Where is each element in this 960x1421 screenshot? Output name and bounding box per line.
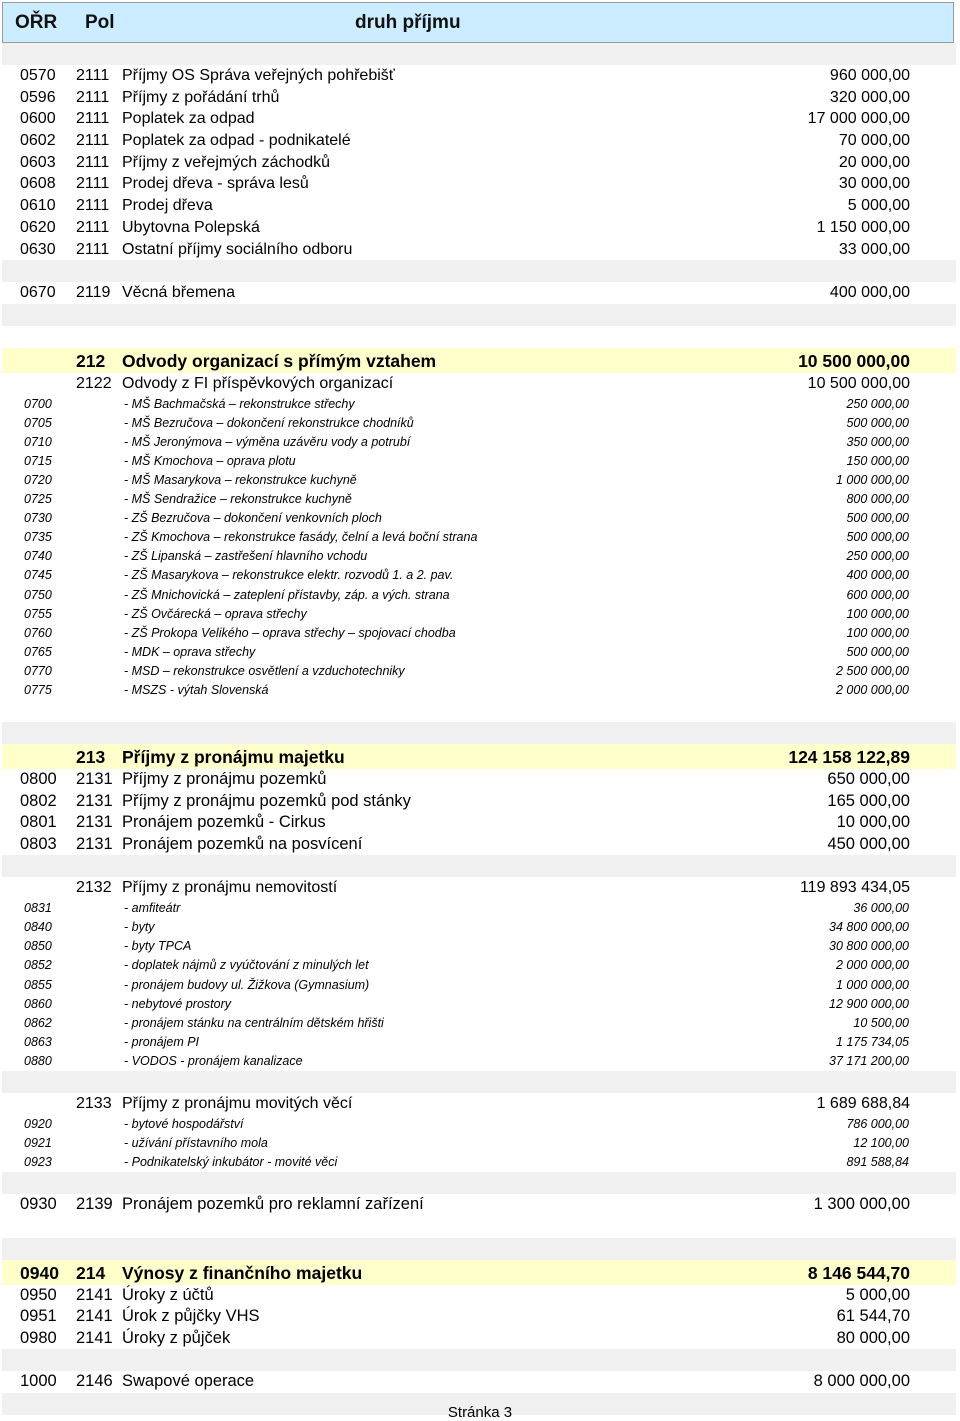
description-cell: Příjmy z pronájmu pozemků pod stánky [122, 791, 411, 810]
description-cell: - ZŠ Mnichovická – zateplení přístavby, záp. a vých. strana [124, 587, 450, 602]
description-cell: - ZŠ Bezručova – dokončení venkovních ploch [124, 511, 382, 526]
pol-cell: 2111 [76, 153, 110, 171]
amount-cell: 1 150 000,00 [816, 218, 910, 236]
orr-cell: 0855 [24, 977, 52, 992]
pol-cell: 2111 [76, 88, 110, 106]
pol-cell: 2131 [76, 791, 113, 810]
table-row [2, 471, 956, 490]
orr-cell: 0725 [24, 492, 52, 507]
pol-cell: 2111 [76, 110, 110, 128]
amount-cell: 10 500 000,00 [798, 350, 910, 371]
table-row [2, 662, 956, 681]
orr-cell: 0831 [24, 901, 52, 916]
amount-cell: 250 000,00 [846, 549, 909, 564]
amount-cell: 165 000,00 [827, 791, 910, 810]
orr-cell: 0801 [20, 813, 57, 832]
amount-cell: 8 000 000,00 [813, 1372, 910, 1391]
separator-row [2, 855, 956, 877]
orr-cell: 0950 [20, 1285, 57, 1304]
description-cell: - bytové hospodářství [124, 1116, 244, 1131]
table-row [2, 195, 956, 217]
description-cell: - MSZS - výtah Slovenská [124, 682, 269, 697]
table-row [2, 877, 956, 899]
description-cell: Příjmy OS Správa veřejných pohřebišť [122, 67, 395, 84]
orr-cell: 0980 [20, 1328, 57, 1347]
description-cell: Výnosy z finančního majetku [122, 1262, 363, 1283]
amount-cell: 20 000,00 [838, 153, 910, 171]
table-row [2, 509, 956, 528]
amount-cell: 400 000,00 [846, 568, 909, 583]
amount-cell: 1 689 688,84 [816, 1094, 910, 1112]
pol-cell: 2111 [76, 67, 110, 84]
amount-cell: 960 000,00 [829, 67, 910, 84]
separator-row [2, 1172, 956, 1194]
amount-cell: 119 893 434,05 [799, 879, 910, 897]
table-row [2, 1371, 956, 1393]
separator-row [2, 43, 956, 65]
table-row [2, 899, 956, 918]
pol-cell: 2111 [76, 240, 110, 258]
orr-cell: 0630 [20, 240, 56, 258]
amount-cell: 5 000,00 [845, 1285, 910, 1304]
pol-cell: 212 [76, 350, 106, 371]
description-cell: Úroky z půjček [122, 1328, 231, 1347]
amount-cell: 500 000,00 [846, 511, 909, 526]
description-cell: - MSD – rekonstrukce osvětlení a vzduchotechniky [124, 663, 405, 678]
orr-cell: 0715 [24, 453, 52, 468]
description-cell: - pronájem PI [124, 1034, 200, 1049]
amount-cell: 30 800 000,00 [829, 939, 909, 954]
description-cell: - MŠ Masarykova – rekonstrukce kuchyně [124, 472, 357, 487]
pol-cell: 2111 [76, 175, 110, 193]
amount-cell: 150 000,00 [846, 453, 909, 468]
description-cell: - ZŠ Prokopa Velikého – oprava střechy – spojovací chodba [124, 625, 456, 640]
section-row [2, 1260, 956, 1285]
table-row [2, 1328, 956, 1350]
orr-cell: 0863 [24, 1034, 52, 1049]
amount-cell: 30 000,00 [838, 175, 910, 193]
pol-cell: 2111 [76, 197, 110, 215]
blank-row [2, 700, 956, 722]
description-cell: - užívání přístavního mola [124, 1135, 268, 1150]
orr-cell: 0800 [20, 770, 57, 789]
orr-cell: 0951 [20, 1307, 57, 1326]
pol-cell: 213 [76, 747, 106, 768]
description-cell: - nebytové prostory [124, 996, 231, 1011]
amount-cell: 2 500 000,00 [836, 663, 909, 678]
orr-cell: 0570 [20, 67, 56, 84]
pol-cell: 2141 [76, 1328, 113, 1347]
amount-cell: 36 000,00 [853, 901, 909, 916]
amount-cell: 800 000,00 [846, 492, 909, 507]
pol-cell: 2133 [76, 1094, 112, 1112]
description-cell: Příjmy z veřejmých záchodků [122, 153, 331, 171]
orr-cell: 0730 [24, 511, 52, 526]
orr-cell: 0760 [24, 625, 52, 640]
table-row [2, 152, 956, 174]
orr-cell: 1000 [20, 1372, 57, 1391]
table-row [2, 490, 956, 509]
blank-row [2, 326, 956, 348]
table-row [2, 282, 956, 304]
orr-cell: 0862 [24, 1015, 52, 1030]
orr-cell: 0765 [24, 644, 52, 659]
description-cell: Příjmy z pronájmu pozemků [122, 770, 327, 789]
description-cell: Věcná břemena [122, 284, 235, 302]
description-cell: - Podnikatelský inkubátor - movité věci [124, 1154, 338, 1169]
table-row [2, 528, 956, 547]
description-cell: Úrok z půjčky VHS [122, 1307, 260, 1326]
description-cell: Odvody organizací s přímým vztahem [122, 350, 437, 371]
table-row [2, 566, 956, 585]
separator-row [2, 1238, 956, 1260]
table-row [2, 1052, 956, 1071]
table-row [2, 108, 956, 130]
pol-cell: 2131 [76, 813, 113, 832]
orr-cell: 0923 [24, 1154, 52, 1169]
description-cell: - ZŠ Ovčárecká – oprava střechy [124, 606, 307, 621]
orr-cell: 0930 [20, 1194, 57, 1213]
orr-cell: 0705 [24, 415, 52, 430]
table-row [2, 681, 956, 700]
description-cell: - pronájem budovy ul. Žižkova (Gymnasium) [124, 977, 370, 992]
description-cell: - MŠ Bezručova – dokončení rekonstrukce chodníků [124, 415, 414, 430]
amount-cell: 61 544,70 [836, 1307, 910, 1326]
table-row [2, 1014, 956, 1033]
description-cell: - MŠ Kmochova – oprava plotu [124, 453, 296, 468]
table-row [2, 791, 956, 813]
orr-cell: 0770 [24, 663, 52, 678]
table-row [2, 1285, 956, 1307]
description-cell: - amfiteátr [124, 901, 181, 916]
table-row [2, 547, 956, 566]
orr-cell: 0852 [24, 958, 52, 973]
description-cell: Swapové operace [122, 1372, 255, 1391]
amount-cell: 33 000,00 [838, 240, 910, 258]
orr-cell: 0596 [20, 88, 56, 106]
description-cell: - byty TPCA [124, 939, 192, 954]
table-row [2, 976, 956, 995]
orr-cell: 0710 [24, 434, 52, 449]
amount-cell: 450 000,00 [827, 834, 910, 853]
table-row [2, 643, 956, 662]
amount-cell: 2 000 000,00 [836, 958, 909, 973]
orr-cell: 0750 [24, 587, 52, 602]
table-row [2, 433, 956, 452]
table-row [2, 65, 956, 87]
amount-cell: 1 000 000,00 [836, 977, 909, 992]
table-row [2, 995, 956, 1014]
orr-cell: 0720 [24, 472, 52, 487]
table-header [2, 2, 954, 43]
description-cell: Příjmy z pronájmu movitých věcí [122, 1094, 353, 1112]
orr-cell: 0860 [24, 996, 52, 1011]
orr-cell: 0803 [20, 834, 57, 853]
description-cell: Příjmy z pronájmu nemovitostí [122, 879, 338, 897]
amount-cell: 34 800 000,00 [829, 920, 909, 935]
amount-cell: 10 000,00 [836, 813, 910, 832]
amount-cell: 500 000,00 [846, 644, 909, 659]
orr-cell: 0840 [24, 920, 52, 935]
amount-cell: 1 175 734,05 [836, 1034, 909, 1049]
description-cell: Pronájem pozemků - Cirkus [122, 813, 326, 832]
description-cell: - byty [124, 920, 155, 935]
description-cell: - MŠ Jeronýmova – výměna uzávěru vody a potrubí [124, 434, 411, 449]
pol-cell: 2131 [76, 770, 113, 789]
table-row [2, 918, 956, 937]
table-row [2, 1033, 956, 1052]
description-cell: - ZŠ Lipanská – zastřešení hlavního vchodu [124, 549, 368, 564]
amount-cell: 1 300 000,00 [813, 1194, 910, 1213]
amount-cell: 786 000,00 [846, 1116, 909, 1131]
amount-cell: 80 000,00 [836, 1328, 910, 1347]
description-cell: Ubytovna Polepská [122, 218, 260, 236]
amount-cell: 500 000,00 [846, 415, 909, 430]
table-row [2, 87, 956, 109]
table-row [2, 1134, 956, 1153]
pol-cell: 2122 [76, 374, 112, 392]
description-cell: - MŠ Bachmačská – rekonstrukce střechy [124, 396, 355, 411]
pol-cell: 2139 [76, 1194, 113, 1213]
orr-cell: 0940 [20, 1262, 59, 1283]
orr-cell: 0670 [20, 284, 56, 302]
pol-cell: 2141 [76, 1285, 113, 1304]
description-cell: Odvody z FI příspěvkových organizací [122, 374, 394, 392]
amount-cell: 100 000,00 [846, 625, 909, 640]
orr-cell: 0755 [24, 606, 52, 621]
table-row [2, 1194, 956, 1216]
orr-cell: 0603 [20, 153, 56, 171]
amount-cell: 10 500,00 [853, 1015, 909, 1030]
pol-cell: 2111 [76, 218, 110, 236]
section-row [2, 348, 956, 373]
orr-cell: 0620 [20, 218, 56, 236]
separator-row [2, 1349, 956, 1371]
description-cell: - doplatek nájmů z vyúčtování z minulých let [124, 958, 369, 973]
amount-cell: 250 000,00 [846, 396, 909, 411]
table-row [2, 956, 956, 975]
page-number: Stránka 3 [447, 1404, 513, 1421]
description-cell: - ZŠ Kmochova – rekonstrukce fasády, čelní a levá boční strana [124, 530, 478, 545]
table-row [2, 812, 956, 834]
amount-cell: 5 000,00 [847, 197, 910, 215]
section-row [2, 744, 956, 769]
amount-cell: 650 000,00 [827, 770, 910, 789]
separator-row [2, 1071, 956, 1093]
description-cell: - VODOS - pronájem kanalizace [124, 1053, 303, 1068]
description-cell: - pronájem stánku na centrálním dětském hřišti [124, 1015, 384, 1030]
table-row [2, 173, 956, 195]
pol-cell: 2119 [76, 284, 111, 302]
description-cell: - ZŠ Masarykova – rekonstrukce elektr. rozvodů 1. a 2. pav. [124, 568, 454, 583]
table-row [2, 373, 956, 395]
header-druh: druh příjmu [355, 12, 461, 33]
table-row [2, 605, 956, 624]
separator-row [2, 260, 956, 282]
orr-cell: 0735 [24, 530, 52, 545]
amount-cell: 400 000,00 [829, 284, 910, 302]
amount-cell: 17 000 000,00 [807, 110, 910, 128]
orr-cell: 0610 [20, 197, 56, 215]
amount-cell: 70 000,00 [838, 132, 910, 150]
orr-cell: 0775 [24, 682, 52, 697]
description-cell: - MŠ Sendražice – rekonstrukce kuchyně [124, 492, 352, 507]
description-cell: Pronájem pozemků na posvícení [122, 834, 363, 853]
amount-cell: 500 000,00 [846, 530, 909, 545]
amount-cell: 10 500 000,00 [807, 374, 910, 392]
description-cell: Poplatek za odpad [122, 110, 255, 128]
orr-cell: 0920 [24, 1116, 52, 1131]
amount-cell: 891 588,84 [846, 1154, 909, 1169]
table-row [2, 1153, 956, 1172]
pol-cell: 214 [76, 1262, 106, 1283]
amount-cell: 12 100,00 [853, 1135, 909, 1150]
table-row [2, 239, 956, 261]
table-row [2, 1306, 956, 1328]
amount-cell: 320 000,00 [829, 88, 910, 106]
orr-cell: 0802 [20, 791, 57, 810]
orr-cell: 0880 [24, 1053, 52, 1068]
orr-cell: 0740 [24, 549, 52, 564]
income-table [2, 43, 956, 1415]
amount-cell: 350 000,00 [846, 434, 909, 449]
amount-cell: 8 146 544,70 [807, 1262, 910, 1283]
description-cell: - MDK – oprava střechy [124, 644, 256, 659]
pol-cell: 2111 [76, 132, 110, 150]
table-row [2, 586, 956, 605]
table-row [2, 937, 956, 956]
description-cell: Úroky z účtů [122, 1285, 214, 1304]
description-cell: Příjmy z pronájmu majetku [122, 747, 345, 768]
table-row [2, 452, 956, 471]
amount-cell: 1 000 000,00 [836, 472, 909, 487]
amount-cell: 37 171 200,00 [829, 1053, 909, 1068]
table-row [2, 217, 956, 239]
description-cell: Prodej dřeva - správa lesů [122, 175, 309, 193]
header-orr: OŘR [15, 12, 58, 33]
amount-cell: 2 000 000,00 [836, 682, 909, 697]
orr-cell: 0700 [24, 396, 52, 411]
table-row [2, 395, 956, 414]
table-row [2, 834, 956, 856]
orr-cell: 0745 [24, 568, 52, 583]
orr-cell: 0602 [20, 132, 56, 150]
pol-cell: 2131 [76, 834, 113, 853]
separator-row [2, 722, 956, 744]
separator-row [2, 304, 956, 326]
description-cell: Prodej dřeva [122, 197, 213, 215]
description-cell: Pronájem pozemků pro reklamní zařízení [122, 1194, 424, 1213]
description-cell: Ostatní příjmy sociálního odboru [122, 240, 353, 258]
blank-row [2, 1216, 956, 1238]
amount-cell: 124 158 122,89 [788, 747, 910, 768]
description-cell: Příjmy z pořádání trhů [122, 88, 280, 106]
amount-cell: 12 900 000,00 [829, 996, 909, 1011]
pol-cell: 2141 [76, 1307, 113, 1326]
amount-cell: 600 000,00 [846, 587, 909, 602]
pol-cell: 2132 [76, 879, 112, 897]
header-pol: Pol [85, 12, 115, 33]
description-cell: Poplatek za odpad - podnikatelé [122, 132, 351, 150]
orr-cell: 0850 [24, 939, 52, 954]
table-row [2, 130, 956, 152]
amount-cell: 100 000,00 [846, 606, 909, 621]
table-row [2, 624, 956, 643]
orr-cell: 0921 [24, 1135, 52, 1150]
table-row [2, 1093, 956, 1115]
orr-cell: 0600 [20, 110, 56, 128]
pol-cell: 2146 [76, 1372, 113, 1391]
table-row [2, 414, 956, 433]
table-row [2, 769, 956, 791]
orr-cell: 0608 [20, 175, 56, 193]
table-row [2, 1115, 956, 1134]
